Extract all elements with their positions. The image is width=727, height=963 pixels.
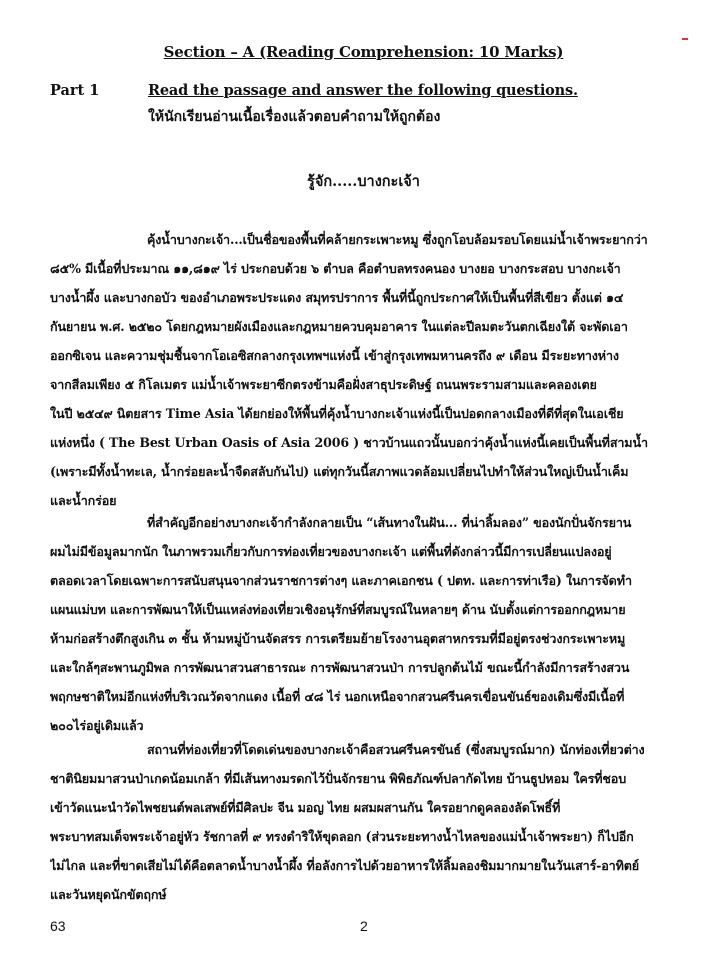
paragraph-line: กันยายน พ.ศ. ๒๕๒๐ โดยกฎหมายผังเมืองและกฎหมายควบคุมอาคาร ในแต่ละปีลมตะวันตกเฉียงใต้ จะพัดเอา [50,319,628,334]
paragraph-line: แผนแม่บท และการพัฒนาให้เป็นแหล่งท่องเที่ยวเชิงอนุรักษ์ที่สมบูรณ์ในหลายๆ ด้าน นับตั้งแต่การออกกฎหมาย [50,602,626,617]
paragraph-line: พระบาทสมเด็จพระเจ้าอยู่หัว รัชกาลที่ ๙ ทรงดำริให้ขุดลอก (ส่วนระยะทางน้ำไหลของแม่น้ำเจ้าพระยา) ก็ไปอีก [50,829,634,844]
paragraph-line: ออกซิเจน และความชุ่มชื้นจากโอเอซิสกลางกรุงเทพฯแห่งนี้ เข้าสู่กรุงเทพมหานครถึง ๙ เดือน มีระยะทางห่าง [50,348,619,363]
paragraph-line: พฤกษชาติใหม่อีกแห่งที่บริเวณวัดจากแดง เนื้อที่ ๔๘ ไร่ นอกเหนือจากสวนศรีนครเขื่อนขันธ์ของเดิมซึ่งมีเนื้อที่ [50,689,625,704]
footer-left-number: 63 [50,918,66,934]
paragraph-line: เข้าวัดแนะนำวัดไพชยนต์พลเสพย์ที่มีศิลปะ จีน มอญ ไทย ผสมผสานกัน ใครอยากดูคลองลัดโพธิ์ที่ [50,800,561,815]
paragraph-line: ผมไม่มีข้อมูลมากนัก ในภาพรวมเกี่ยวกับการท่องเที่ยวของบางกะเจ้า แต่พื้นที่ดังกล่าวนี้มีการเปลี่ยนแปลงอยู่ [50,544,612,559]
paragraph-line: (เพราะมีทั้งน้ำทะเล, น้ำกร่อยละน้ำจืดสลับกันไป) แต่ทุกวันนี้สภาพแวดล้อมเปลี่ยนไปทำให้ส่วนใหญ่เป็นน้ำเค็ม [50,464,629,479]
part-label: Part 1 [50,82,100,99]
paragraph-2 [50,508,690,740]
paragraph-line: จากสีลมเพียง ๕ กิโลเมตร แม่น้ำเจ้าพระยาซีกตรงข้ามคือฝั่งสาธุประดิษฐ์ ถนนพระรามสามและคลองเตย [50,377,597,392]
paragraph-line: ๘๕% มีเนื้อที่ประมาณ ๑๑,๘๑๙ ไร่ ประกอบด้วย ๖ ตำบล คือตำบลทรงคนอง บางยอ บางกระสอบ บางกะเจ้า [50,261,621,276]
paragraph-line: และใกล้ๆสะพานภูมิพล การพัฒนาสวนสาธารณะ การพัฒนาสวนป่า การปลูกต้นไม้ ขณะนี้กำลังมีการสร้างสวน [50,660,630,675]
paragraph-line: และน้ำกร่อย [50,493,117,508]
paragraph-1 [50,225,690,515]
paragraph-line: สถานที่ท่องเที่ยวที่โดดเด่นของบางกะเจ้าคือสวนศรีนครขันธ์ (ซึ่งสมบูรณ์มาก) นักท่องเที่ยวต่าง [147,742,645,757]
paragraph-line: ที่สำคัญอีกอย่างบางกะเจ้ากำลังกลายเป็น “เส้นทางในฝัน... ที่น่าลิ้มลอง” ของนักปั่นจักรยาน [147,515,632,530]
instruction-english: Read the passage and answer the following questions. [148,82,578,99]
page-number: 2 [360,918,368,934]
section-title: Section – A (Reading Comprehension: 10 Marks) [163,43,564,61]
paragraph-line: และวันหยุดนักขัตฤกษ์ [50,887,167,902]
instruction-thai: ให้นักเรียนอ่านเนื้อเรื่องแล้วตอบคำถามให้ถูกต้อง [148,109,441,125]
paragraph-line: ในปี ๒๕๔๙ นิตยสาร Time Asia ได้ยกย่องให้พื้นที่คุ้งน้ำบางกะเจ้าแห่งนี้เป็นปอดกลางเมืองที่ดีที่สุดในเอเชีย [50,406,624,421]
paragraph-line: บางน้ำผึ้ง และบางกอบัว ของอำเภอพระประแดง สมุทรปราการ พื้นที่นี้ถูกประกาศให้เป็นพื้นที่สีเขียว ตั้งแต่ ๑๔ [50,290,624,305]
paragraph-line: ตลอดเวลาโดยเฉพาะการสนับสนุนจากส่วนราชการต่างๆ และภาคเอกชน ( ปตท. และการท่าเรือ) ในการจัดทำ [50,573,632,588]
paragraph-line: ๒๐๐ไร่อยู่เดิมแล้ว [50,718,144,733]
paragraph-line: คุ้งน้ำบางกะเจ้า...เป็นชื่อของพื้นที่คล้ายกระเพาะหมู ซึ่งถูกโอบล้อมรอบโดยแม่น้ำเจ้าพระยากว่า [147,232,648,247]
red-pen-mark [682,38,688,40]
paragraph-line: ไม่ไกล และที่ขาดเสียไม่ได้คือตลาดน้ำบางน้ำผึ้ง ที่อลังการไปด้วยอาหารให้ลิ้มลองชิมมากมายในวันเสาร์-อาทิตย์ [50,858,640,873]
paragraph-line: ห้ามก่อสร้างตึกสูงเกิน ๓ ชั้น ห้ามหมู่บ้านจัดสรร การเตรียมย้ายโรงงานอุตสาหกรรมที่มีอยู่ตรงช่วงกระเพาะหมู [50,631,626,646]
paragraph-line: แห่งหนึ่ง ( The Best Urban Oasis of Asia 2006 ) ชาวบ้านแถวนั้นบอกว่าคุ้งน้ำแห่งนี้เคยเป็นพื้นที่สามน้ำ [50,435,648,450]
paragraph-3 [50,735,690,909]
passage-title: รู้จัก.....บางกะเจ้า [307,173,420,190]
paragraph-line: ชาตินิยมมาสวนป่าเกดน้อมเกล้า ที่มีเส้นทางมรดกไว้ปั่นจักรยาน พิพิธภัณฑ์ปลากัดไทย บ้านธูปหอม ใครที่ชอบ [50,771,627,786]
